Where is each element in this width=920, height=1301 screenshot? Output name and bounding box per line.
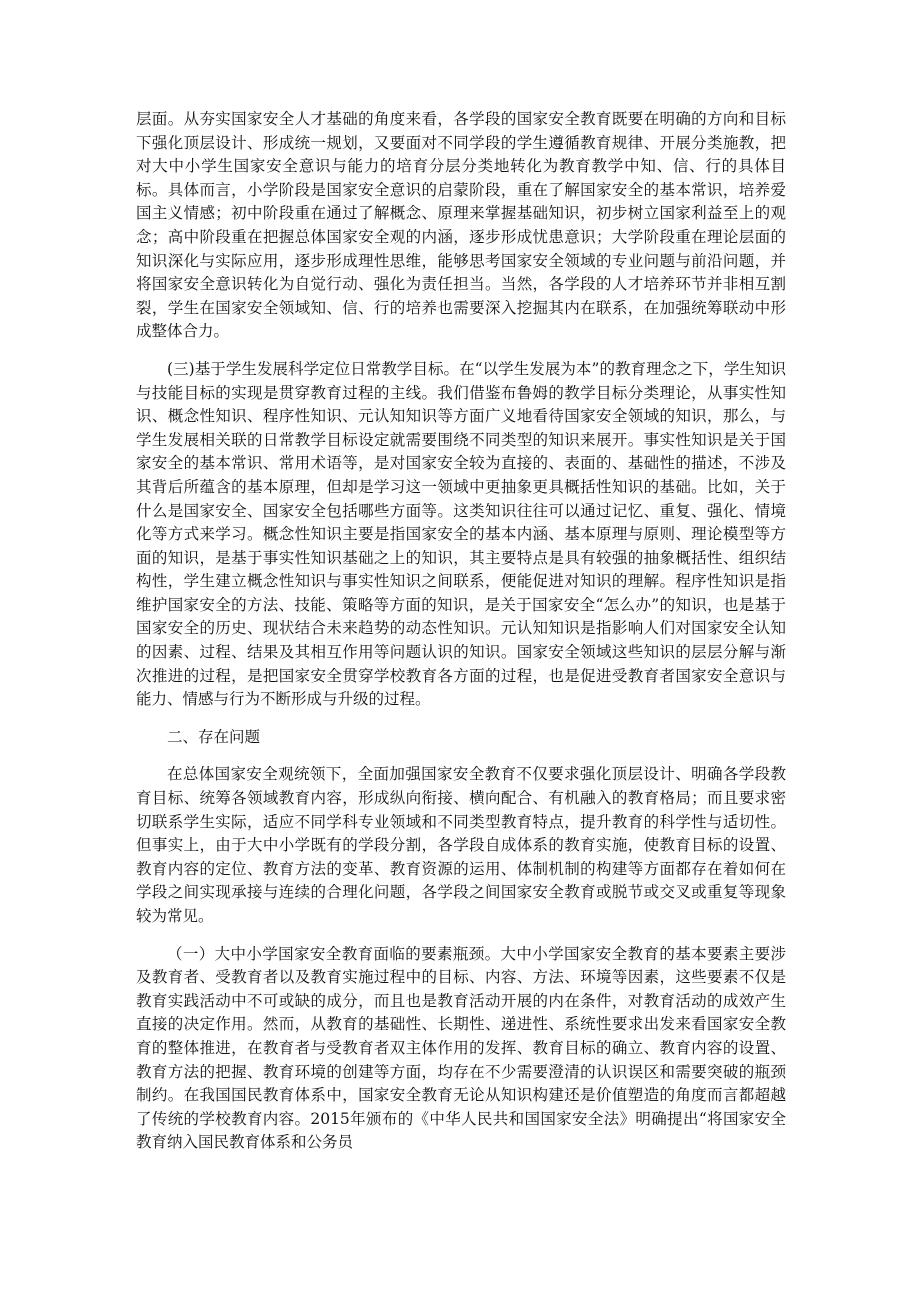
section-heading: 二、存在问题 [167,727,261,746]
paragraph-1: 层面。从夯实国家安全人才基础的角度来看，各学段的国家安全教育既要在明确的方向和目标下强化顶层设计、形成统一规划，又要面对不同学段的学生遵循教育规律、开展分类施教，把对大中小学生国家安全意识与能力的培育分层分类地转化为教育教学中知、信、行的具体目标。具体而言，小学阶段是国家安全意识的启蒙阶段，重在了解国家安全的基本常识，培养爱国主义情感；初中阶段重在通过了解概念、原理来掌握基础知识，初步树立国家利益至上的观念；高中阶段重在把握总体国家安全观的内涵，逐步形成忧患意识；大学阶段重在理论层面的知识深化与实际应用，逐步形成理性思维，能够思考国家安全领域的专业问题与前沿问题，并将国家安全意识转化为自觉行动、强化为责任担当。当然，各学段的人才培养环节并非相互割裂，学生在国家安全领域知、信、行的培养也需要深入挖掘其内在联系，在加强统筹联动中形成整体合力。 [136,110,786,341]
paragraph-4: （一）大中小学国家安全教育面临的要素瓶颈。大中小学国家安全教育的基本要素主要涉及教育者、受教育者以及教育实施过程中的目标、内容、方法、环境等因素，这些要素不仅是教育实践活动中不可或缺的成分，而且也是教育活动开展的内在条件，对教育活动的成效产生直接的决定作用。然而，从教育的基础性、长期性、递进性、系统性要求出发来看国家安全教育的整体推进，在教育者与受教育者双主体作用的发挥、教育目标的确立、教育内容的设置、教育方法的把握、教育环境的创建等方面，均存在不少需要澄清的认识误区和需要突破的瓶颈制约。在我国国民教育体系中，国家安全教育无论从知识构建还是价值塑造的角度而言都超越了传统的学校教育内容。2015年颁布的《中华人民共和国国家安全法》明确提出“将国家安全教育纳入国民教育体系和公务员 [136,944,786,1152]
paragraph-3: 在总体国家安全观统领下，全面加强国家安全教育不仅要求强化顶层设计、明确各学段教育目标、统筹各领域教育内容，形成纵向衔接、横向配合、有机融入的教育格局；而且要求密切联系学生实际，适应不同学科专业领域和不同类型教育特点，提升教育的科学性与适切性。但事实上，由于大中小学既有的学段分割，各学段自成体系的教育实施，使教育目标的设置、教育内容的定位、教育方法的变革、教育资源的运用、体制机制的构建等方面都存在着如何在学段之间实现承接与连续的合理化问题，各学段之间国家安全教育或脱节或交叉或重复等现象较为常见。 [136,765,786,925]
paragraph-2: (三)基于学生发展科学定位日常教学目标。在“以学生发展为本”的教育理念之下，学生知识与技能目标的实现是贯穿教育过程的主线。我们借鉴布鲁姆的教学目标分类理论，从事实性知识、概念性知识、程序性知识、元认知知识等方面广义地看待国家安全领域的知识，那么，与学生发展相关联的日常教学目标设定就需要围绕不同类型的知识来展开。事实性知识是关于国家安全的基本常识、常用术语等，是对国家安全较为直接的、表面的、基础性的描述，不涉及其背后所蕴含的基本原理，但却是学习这一领域中更抽象更具概括性知识的基础。比如，关于什么是国家安全、国家安全包括哪些方面等。这类知识往往可以通过记忆、重复、强化、情境化等方式来学习。概念性知识主要是指国家安全的基本内涵、基本原理与原则、理论模型等方面的知识，是基于事实性知识基础之上的知识，其主要特点是具有较强的抽象概括性、组织结构性，学生建立概念性知识与事实性知识之间联系，便能促进对知识的理解。程序性知识是指维护国家安全的方法、技能、策略等方面的知识，是关于国家安全“怎么办”的知识，也是基于国家安全的历史、现状结合未来趋势的动态性知识。元认知知识是指影响人们对国家安全认知的因素、过程、结果及其相互作用等问题认识的知识。国家安全领域这些知识的层层分解与渐次推进的过程，是把国家安全贯穿学校教育各方面的过程，也是促进受教育者国家安全意识与能力、情感与行为不断形成与升级的过程。 [136,359,786,709]
document-page [136,108,786,1169]
